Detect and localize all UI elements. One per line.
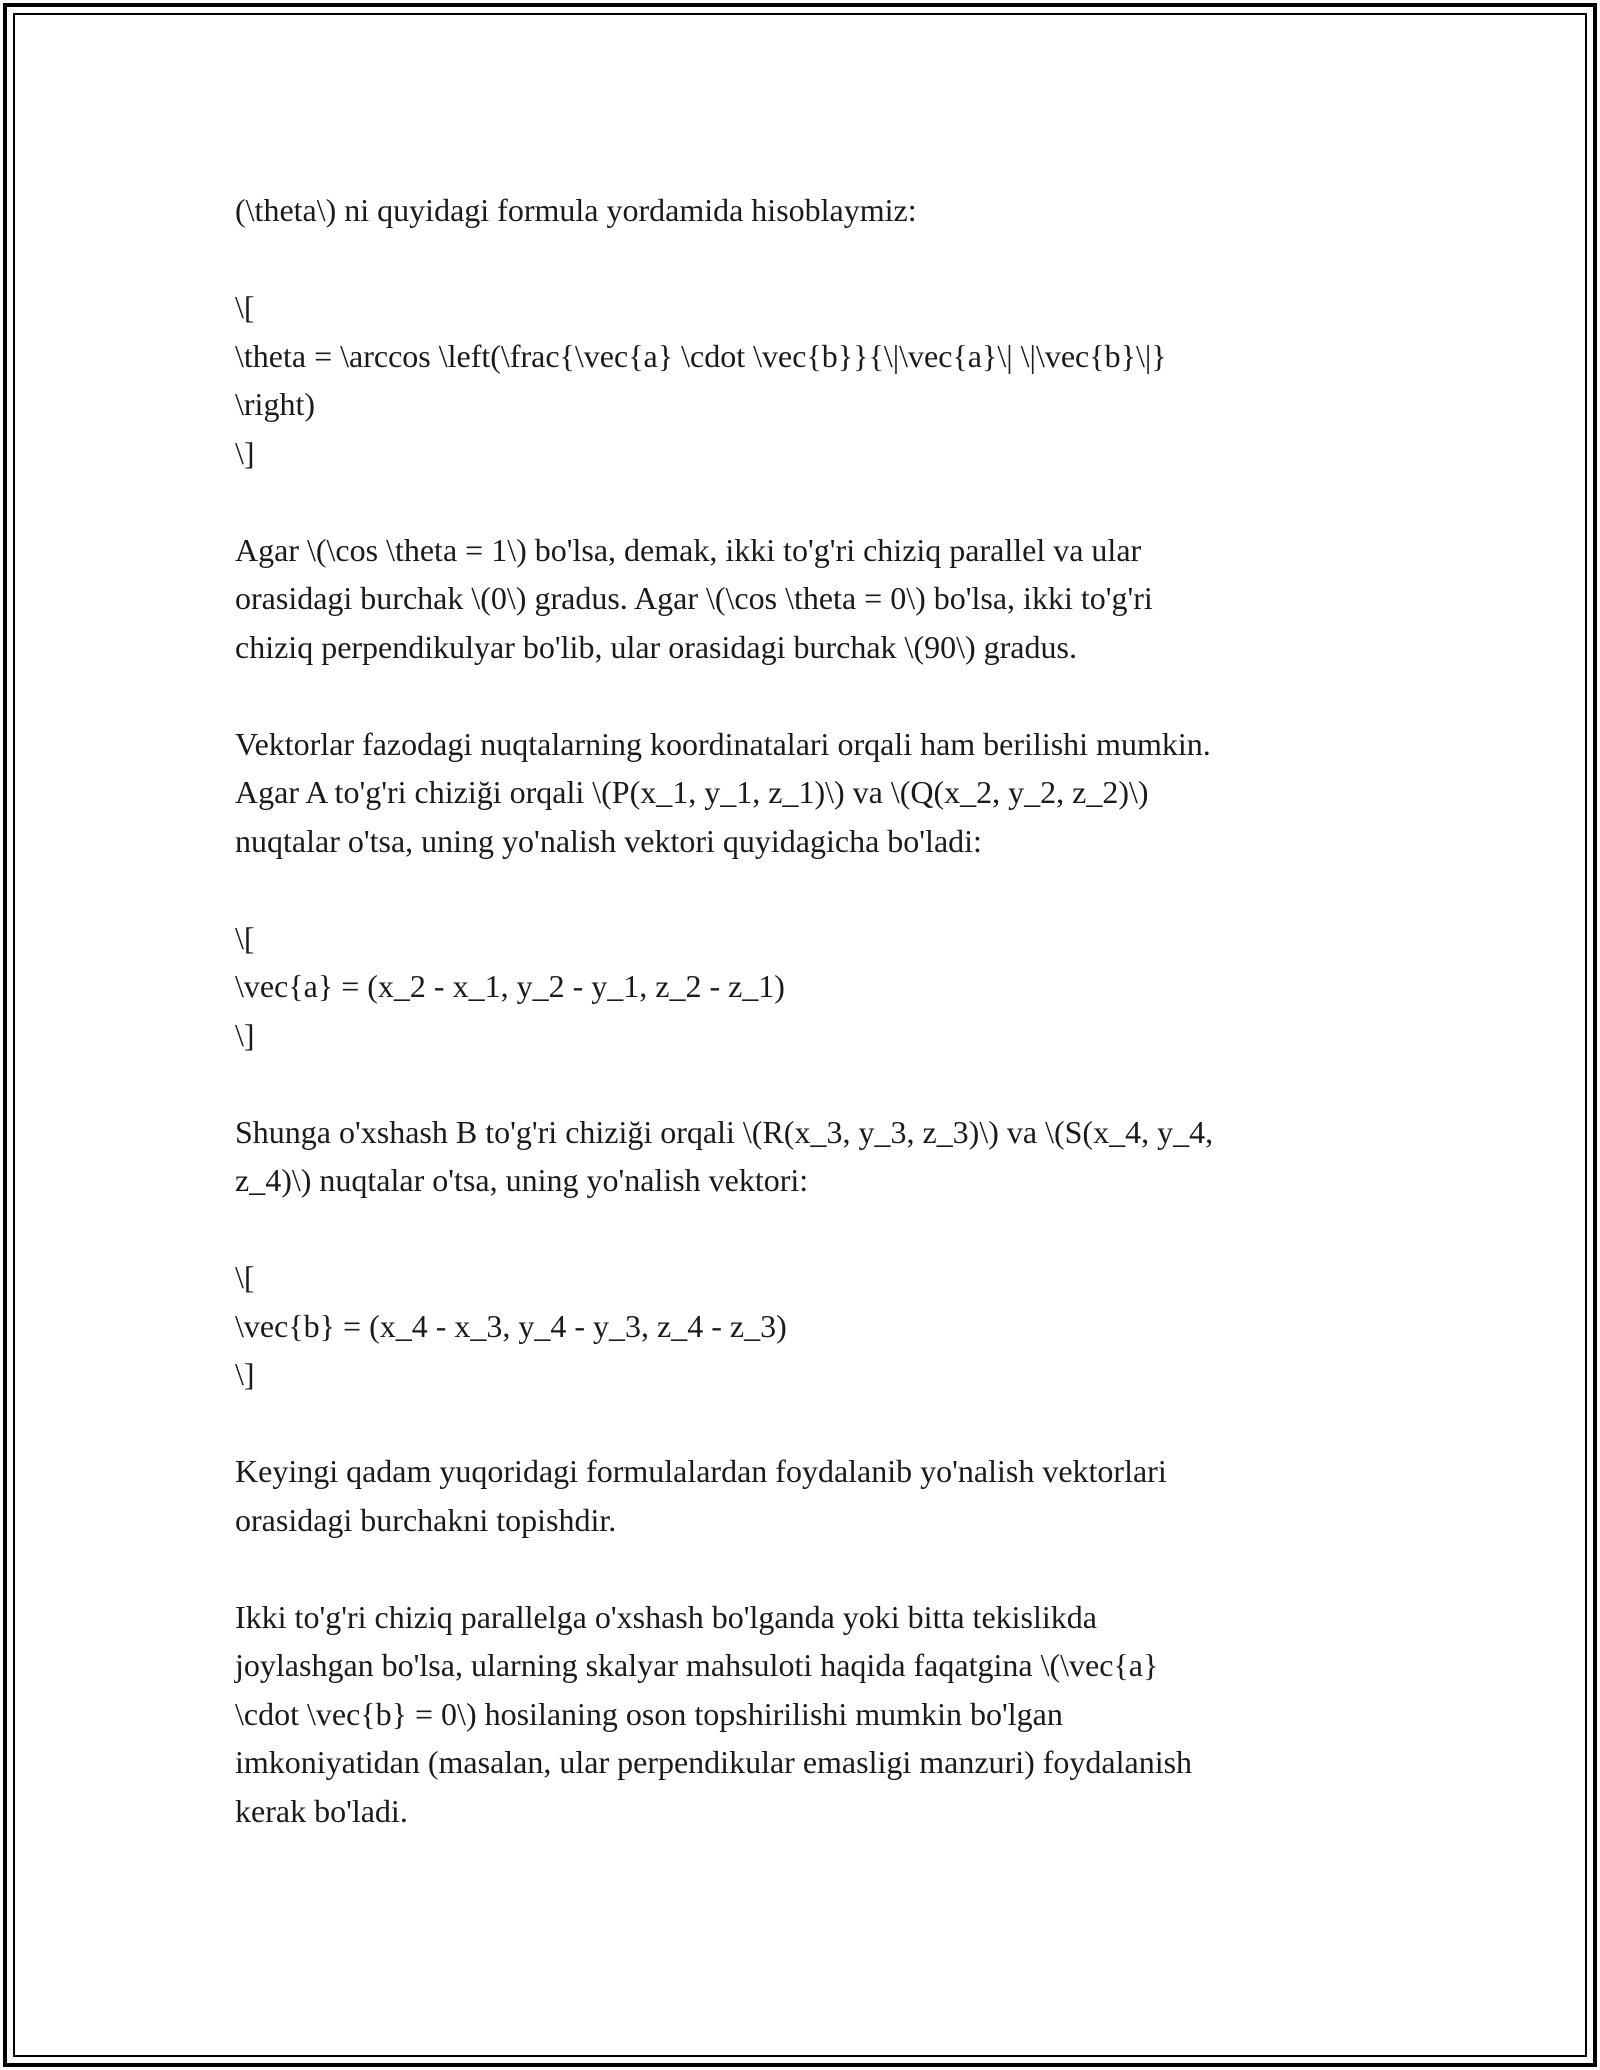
document-body xyxy=(235,186,1375,1884)
text-line: imkoniyatidan (masalan, ular perpendikular emasligi manzuri) foydalanish xyxy=(235,1744,1193,1780)
formula-vector-b xyxy=(235,1253,1375,1399)
paragraph-line-b xyxy=(235,1108,1375,1205)
text-line: orasidagi burchak \(0\) gradus. Agar \(\cos \theta = 0\) bo'lsa, ikki to'g'ri xyxy=(235,580,1153,616)
text-line: Agar \(\cos \theta = 1\) bo'lsa, demak, ikki to'g'ri chiziq parallel va ular xyxy=(235,531,1142,568)
text-line: chiziq perpendikulyar bo'lib, ular orasidagi burchak \(90\) gradus. xyxy=(235,628,1077,665)
text-line: \[ xyxy=(235,919,255,956)
text-line: nuqtalar o'tsa, uning yo'nalish vektori quyidagicha bo'ladi: xyxy=(235,822,982,859)
text-line: Vektorlar fazodagi nuqtalarning koordinatalari orqali ham berilishi mumkin. xyxy=(235,725,1211,762)
text-line: Ikki to'g'ri chiziq parallelga o'xshash bo'lganda yoki bitta tekislikda xyxy=(235,1598,1097,1635)
text-line: Shunga o'xshash B to'g'ri chiziği orqali \(R(x_3, y_3, z_3)\) va \(S(x_4, y_4, xyxy=(235,1113,1214,1150)
formula-vector-a xyxy=(235,914,1375,1060)
text-line: \] xyxy=(235,1356,255,1392)
text-line: z_4)\) nuqtalar o'tsa, uning yo'nalish vektori: xyxy=(235,1162,809,1198)
paragraph-cos-cases xyxy=(235,526,1375,672)
paragraph-next-step xyxy=(235,1447,1375,1544)
text-line: kerak bo'ladi. xyxy=(235,1792,408,1829)
text-line: \cdot \vec{b} = 0\) hosilaning oson topshirilishi mumkin bo'lgan xyxy=(235,1695,1063,1732)
text-line: Agar A to'g'ri chiziği orqali \(P(x_1, y_1, z_1)\) va \(Q(x_2, y_2, z_2)\) xyxy=(235,774,1149,810)
text-line: (\theta\) ni quyidagi formula yordamida hisoblaymiz: xyxy=(235,192,917,228)
text-line: \right) xyxy=(235,386,315,422)
text-line: orasidagi burchakni topishdir. xyxy=(235,1501,617,1538)
text-line: \[ xyxy=(235,289,255,325)
text-line: \] xyxy=(235,434,255,471)
text-line: \] xyxy=(235,1016,255,1053)
paragraph-intro xyxy=(235,186,1375,235)
formula-theta xyxy=(235,283,1375,477)
text-line: Keyingi qadam yuqoridagi formulalardan foydalanib yo'nalish vektorlari xyxy=(235,1453,1167,1489)
text-line: \theta = \arccos \left(\frac{\vec{a} \cdot \vec{b}}{\|\vec{a}\| \|\vec{b}\|} xyxy=(235,337,1167,374)
text-line: \[ xyxy=(235,1259,255,1295)
text-line: \vec{b} = (x_4 - x_3, y_4 - y_3, z_4 - z_3) xyxy=(235,1307,787,1344)
paragraph-vectors-points xyxy=(235,720,1375,866)
text-line: \vec{a} = (x_2 - x_1, y_2 - y_1, z_2 - z_1) xyxy=(235,968,785,1004)
text-line: joylashgan bo'lsa, ularning skalyar mahsuloti haqida faqatgina \(\vec{a} xyxy=(235,1647,1159,1683)
paragraph-conclusion xyxy=(235,1593,1375,1836)
